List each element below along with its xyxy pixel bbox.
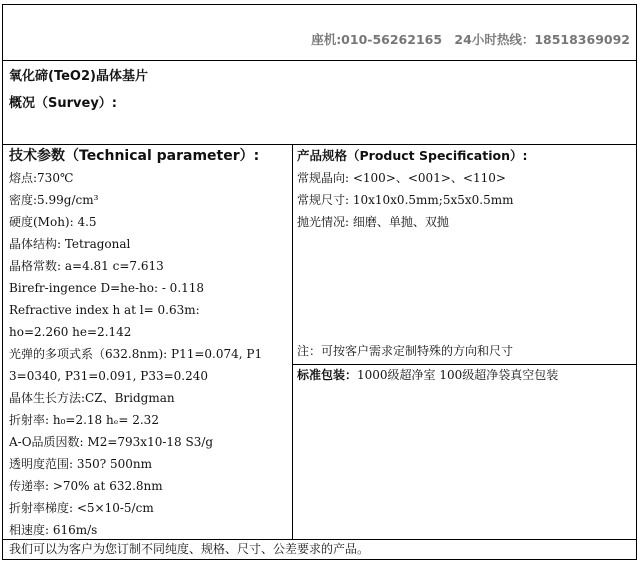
technical-rows <box>9 167 289 541</box>
divider-header <box>2 60 637 61</box>
specification-note: 注：可按客户需求定制特殊的方向和尺寸 <box>297 344 514 358</box>
technical-row: 晶体生长方法:CZ、Bridgman <box>9 391 175 405</box>
border-top <box>2 4 637 5</box>
technical-row: Birefr-ingence D=he-ho: - 0.118 <box>9 281 205 295</box>
technical-row: 晶体结构: Tetragonal <box>9 237 131 251</box>
specification-rows <box>297 167 627 233</box>
contact-info <box>300 30 630 48</box>
packaging-text: 1000级超净室 100级超净袋真空包装 <box>357 368 559 382</box>
overview-label: 概况（Survey）: <box>9 96 117 111</box>
technical-parameters <box>9 145 289 541</box>
phone-number: 座机:010-56262165 <box>311 32 443 47</box>
hotline-number: 24小时热线：18518369092 <box>454 32 630 47</box>
technical-row: 硬度(Moh): 4.5 <box>9 215 97 229</box>
specification-row: 常规晶向: <100>、<001>、<110> <box>297 171 506 185</box>
technical-row: 光弹的多项式系（632.8nm): P11=0.074, P1 <box>9 347 263 361</box>
technical-row: 折射率梯度: <5×10-5/cm <box>9 501 154 515</box>
divider-columns <box>292 144 293 539</box>
technical-row: A-O品质因数: M2=793x10-18 S3/g <box>9 435 214 449</box>
product-title: 氧化碲(TeO2)晶体基片 <box>9 69 148 84</box>
technical-row: 折射率: h₀=2.18 hₑ= 2.32 <box>9 413 159 427</box>
technical-heading: 技术参数（Technical parameter）: <box>9 148 260 164</box>
border-right <box>636 4 637 560</box>
technical-row: 相速度: 616m/s <box>9 523 98 537</box>
packaging-label: 标准包装： <box>297 368 358 382</box>
technical-row: 熔点:730℃ <box>9 171 74 185</box>
product-specification <box>297 145 627 233</box>
footer-note: 我们可以为客户为您订制不同纯度、规格、尺寸、公差要求的产品。 <box>9 542 370 556</box>
technical-row: 3=0340, P31=0.091, P33=0.240 <box>9 369 208 383</box>
specification-heading: 产品规格（Product Specification）: <box>297 148 528 163</box>
technical-row: ho=2.260 he=2.142 <box>9 325 132 339</box>
border-left <box>2 4 3 560</box>
specification-row: 常规尺寸: 10x10x0.5mm;5x5x0.5mm <box>297 193 514 207</box>
technical-row: 晶格常数: a=4.81 c=7.613 <box>9 259 164 273</box>
standard-packaging <box>297 364 558 386</box>
technical-row: Refractive index h at l= 0.63m: <box>9 303 200 317</box>
technical-row: 密度:5.99g/cm³ <box>9 193 99 207</box>
technical-row: 透明度范围: 350? 500nm <box>9 457 153 471</box>
technical-row: 传递率: >70% at 632.8nm <box>9 479 163 493</box>
specification-row: 抛光情况: 细磨、单抛、双抛 <box>297 215 449 229</box>
